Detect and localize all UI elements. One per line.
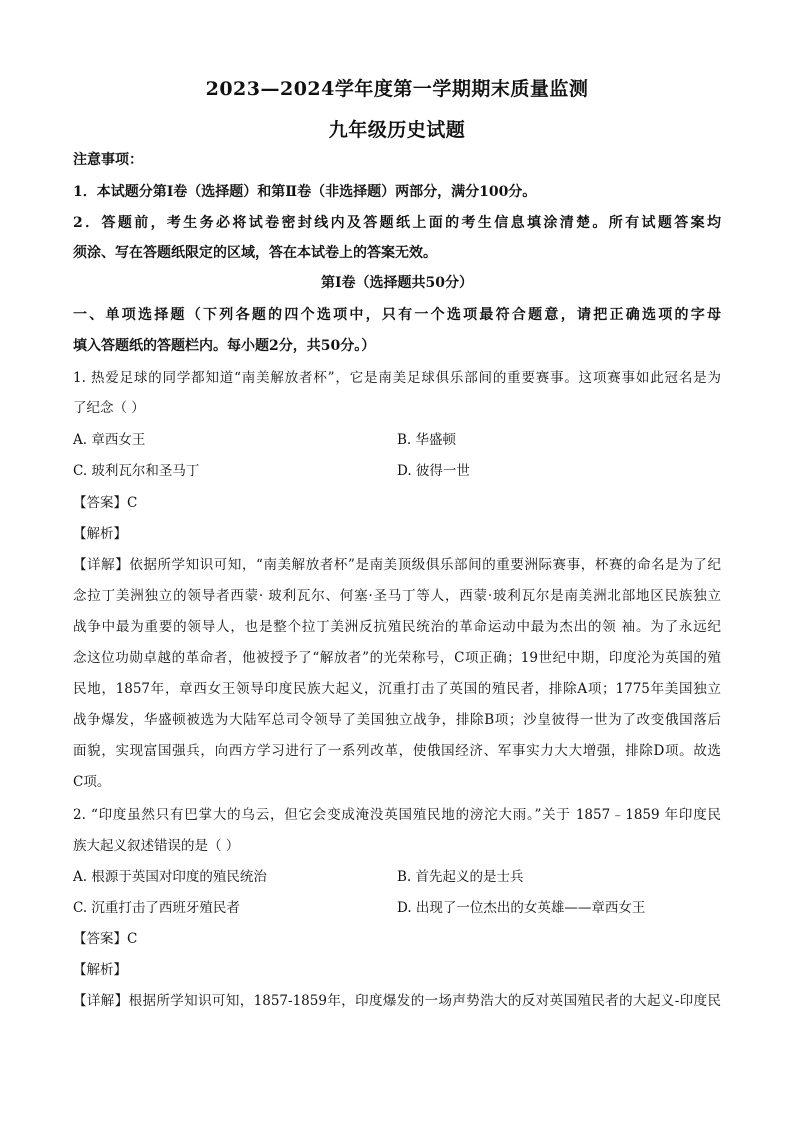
q1-detail-line: 【详解】依据所学知识可知，“南美解放者杯”是南美顶级俱乐部间的重要洲际赛事，杯赛的命名是为了纪 bbox=[73, 557, 721, 573]
q1-option-c: C. 玻利瓦尔和圣马丁 bbox=[73, 463, 200, 479]
q2-option-c: C. 沉重打击了西班牙殖民者 bbox=[73, 900, 240, 916]
q1-detail-line: 民地，1857年，章西女王领导印度民族大起义，沉重打击了英国的殖民者，排除A项；1775年美国独立 bbox=[73, 681, 721, 697]
q1-detail-line: 战争中最为重要的领导人，也是整个拉丁美洲反抗殖民统治的革命运动中最为杰出的领 袖。为了永远纪 bbox=[73, 619, 721, 635]
note-1: 1．本试题分第Ⅰ卷（选择题）和第Ⅱ卷（非选择题）两部分，满分100分。 bbox=[73, 184, 537, 200]
q1-stem-line-1: 1. 热爱足球的同学都知道“南美解放者杯”，它是南美足球俱乐部间的重要赛事。这项赛事如此冠名是为 bbox=[73, 370, 721, 386]
q1-detail-line: 面貌，实现富国强兵，向西方学习进行了一系列改革，使俄国经济、军事实力大大增强，排除D项。故选 bbox=[73, 743, 721, 759]
note-2-line-1: 2．答题前，考生务必将试卷密封线内及答题纸上面的考生信息填涂清楚。所有试题答案均 bbox=[73, 215, 721, 231]
q2-option-d: D. 出现了一位杰出的女英雄——章西女王 bbox=[397, 900, 646, 916]
q1-answer: 【答案】C bbox=[73, 495, 138, 511]
section-instruction-line-1: 一、单项选择题（下列各题的四个选项中，只有一个选项最符合题意，请把正确选项的字母 bbox=[73, 307, 721, 323]
q1-analysis-label: 【解析】 bbox=[73, 526, 127, 542]
q1-detail-line: 念这位功勋卓越的革命者，他被授予了“解放者”的光荣称号，C项正确；19世纪中期，印度沦为英国的殖 bbox=[73, 650, 721, 666]
q2-answer: 【答案】C bbox=[73, 931, 138, 947]
q1-option-d: D. 彼得一世 bbox=[397, 463, 470, 479]
q2-option-a: A. 根源于英国对印度的殖民统治 bbox=[73, 869, 267, 885]
q1-detail-line: 战争爆发，华盛顿被选为大陆军总司令领导了美国独立战争，排除B项；沙皇彼得一世为了改变俄国落后 bbox=[73, 712, 721, 728]
q1-option-b: B. 华盛顿 bbox=[397, 432, 457, 448]
section-title: 第Ⅰ卷（选择题共50分） bbox=[320, 275, 474, 291]
q2-analysis-label: 【解析】 bbox=[73, 962, 127, 978]
q1-detail-line: C项。 bbox=[73, 774, 111, 790]
notes-heading: 注意事项： bbox=[73, 152, 143, 168]
section-instruction-line-2: 填入答题纸的答题栏内。每小题2分，共50分。） bbox=[73, 338, 376, 354]
q2-stem-line-2: 族大起义叙述错误的是（ ） bbox=[73, 838, 240, 854]
q1-stem-line-2: 了纪念（ ） bbox=[73, 400, 145, 416]
exam-subtitle: 九年级历史试题 bbox=[328, 119, 466, 141]
q2-detail-line: 【详解】根据所学知识可知，1857-1859年，印度爆发的一场声势浩大的反对英国殖民者的大起义-印度民 bbox=[73, 993, 721, 1009]
q1-detail-line: 念拉丁美洲独立的领导者西蒙· 玻利瓦尔、何塞·圣马丁等人，西蒙·玻利瓦尔是南美洲北部地区民族独立 bbox=[73, 588, 721, 604]
q2-option-b: B. 首先起义的是士兵 bbox=[397, 869, 524, 885]
q2-stem-line-1: 2. “印度虽然只有巴掌大的乌云，但它会变成淹没英国殖民地的滂沱大雨。”关于 1857﹣1859 年印度民 bbox=[73, 807, 721, 823]
exam-title: 2023—2024学年度第一学期期末质量监测 bbox=[205, 78, 589, 100]
note-2-line-2: 须涂、写在答题纸限定的区域，答在本试卷上的答案无效。 bbox=[73, 245, 437, 261]
q1-option-a: A. 章西女王 bbox=[73, 432, 146, 448]
